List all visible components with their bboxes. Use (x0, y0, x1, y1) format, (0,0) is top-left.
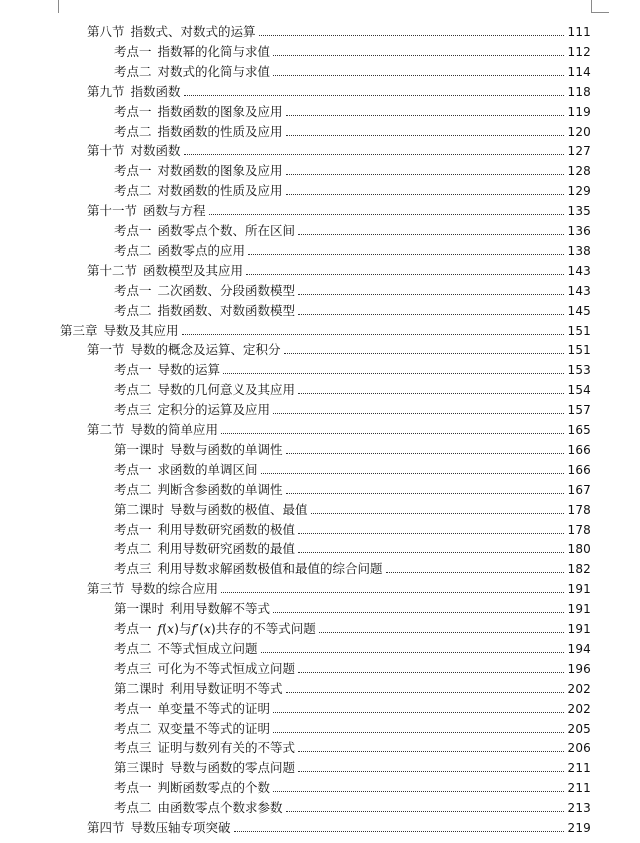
toc-entry-number: 考点二 (114, 481, 152, 497)
toc-entry-number: 考点一 (114, 282, 152, 298)
toc-entry-page-number: 120 (567, 124, 591, 139)
toc-entry-number: 考点二 (114, 123, 152, 139)
dot-leader (298, 234, 564, 235)
toc-entry-number: 考点二 (114, 63, 152, 79)
toc-entry-page-number: 127 (567, 144, 591, 159)
toc-entry[interactable] (87, 261, 591, 279)
toc-entry-title: 双变量不等式的证明 (157, 720, 271, 736)
toc-entry[interactable] (114, 798, 591, 816)
toc-entry-title: 利用导数研究函数的极值 (157, 521, 296, 537)
toc-entry-number: 考点一 (114, 521, 152, 537)
toc-entry-title: 证明与数列有关的不等式 (157, 740, 296, 756)
toc-entry-page-number: 191 (567, 582, 591, 597)
dot-leader (386, 572, 565, 573)
toc-entry-title: 不等式恒成立问题 (157, 640, 258, 656)
dot-leader (298, 672, 564, 673)
toc-entry-number: 考点三 (114, 561, 152, 577)
dot-leader (184, 154, 565, 155)
toc-entry-number: 考点一 (114, 43, 152, 59)
toc-entry[interactable] (87, 818, 591, 836)
toc-entry-page-number: 118 (567, 84, 591, 99)
toc-entry-title: 导数与函数的极值、最值 (170, 501, 308, 517)
toc-entry-title: 函数模型及其应用 (143, 262, 244, 278)
toc-entry-number: 考点二 (114, 640, 152, 656)
toc-entry[interactable] (114, 738, 591, 756)
toc-entry-number: 第二课时 (114, 680, 165, 696)
toc-entry[interactable] (114, 42, 591, 60)
toc-entry-number: 考点一 (114, 780, 152, 796)
toc-entry-page-number: 166 (567, 442, 591, 457)
toc-entry-number: 第一节 (87, 342, 125, 358)
toc-entry[interactable] (114, 221, 591, 239)
toc-entry-title: 利用导数解不等式 (170, 601, 271, 617)
dot-leader (298, 393, 564, 394)
toc-entry[interactable] (114, 539, 591, 557)
dot-leader (319, 632, 565, 633)
toc-entry-page-number: 194 (567, 641, 591, 656)
dot-leader (286, 174, 565, 175)
toc-entry-title: 利用导数研究函数的最值 (157, 541, 296, 557)
toc-entry[interactable] (114, 62, 591, 80)
toc-entry-page-number: 128 (567, 164, 591, 179)
toc-entry-page-number: 182 (567, 562, 591, 577)
toc-entry-page-number: 157 (567, 403, 591, 418)
toc-entry-title: 对数函数的图象及应用 (157, 163, 283, 179)
toc-entry-title: 函数零点的应用 (157, 242, 246, 258)
toc-entry[interactable] (114, 440, 591, 458)
toc-entry-number: 考点三 (114, 660, 152, 676)
dot-leader (273, 791, 564, 792)
toc-entry-number: 第十节 (87, 143, 125, 159)
toc-entry[interactable] (114, 599, 591, 617)
dot-leader (182, 334, 565, 335)
toc-entry-number: 第三节 (87, 581, 125, 597)
crop-mark-left (58, 0, 59, 13)
dot-leader (209, 214, 565, 215)
toc-entry-page-number: 154 (567, 383, 591, 398)
dot-leader (286, 194, 565, 195)
toc-entry[interactable] (114, 301, 591, 319)
toc-entry[interactable] (60, 321, 591, 339)
toc-entry-title: 判断含参函数的单调性 (157, 481, 283, 497)
toc-entry-title: 利用导数证明不等式 (170, 680, 283, 696)
toc-entry-number: 考点二 (114, 183, 152, 199)
toc-entry-number: 考点一 (114, 103, 152, 119)
dot-leader (259, 35, 565, 36)
dot-leader (286, 692, 565, 693)
toc-entry-title: 判断函数零点的个数 (157, 780, 271, 796)
toc-entry-number: 第八节 (87, 24, 125, 39)
dot-leader (273, 732, 564, 733)
toc-entry-page-number: 202 (567, 701, 591, 716)
dot-leader (286, 811, 565, 812)
toc-entry-title: 导数及其应用 (103, 322, 179, 338)
toc-entry-page-number: 165 (567, 423, 591, 437)
toc-entry[interactable] (114, 122, 591, 140)
toc-entry-number: 第二课时 (114, 501, 165, 517)
dot-leader (284, 353, 565, 354)
toc-entry[interactable] (114, 719, 591, 737)
toc-entry-title: 指数函数 (130, 83, 181, 99)
dot-leader (234, 831, 565, 832)
toc-entry[interactable] (114, 758, 591, 776)
toc-entry-page-number: 202 (567, 681, 591, 696)
dot-leader (273, 55, 564, 56)
dot-leader (273, 75, 564, 76)
toc-entry-number: 第十一节 (87, 203, 138, 219)
toc-entry-number: 考点一 (114, 461, 152, 477)
toc-entry-page-number: 138 (567, 243, 591, 258)
toc-entry[interactable] (114, 659, 591, 677)
toc-entry-title: 导数与函数的零点问题 (170, 760, 296, 776)
toc-entry-number: 考点一 (114, 163, 152, 179)
toc-entry[interactable] (87, 579, 591, 597)
toc-entry[interactable] (87, 420, 591, 438)
toc-entry-number: 第九节 (87, 83, 125, 99)
toc-entry-page-number: 136 (567, 224, 591, 238)
toc-entry[interactable] (114, 460, 591, 478)
toc-entry-title: 可化为不等式恒成立问题 (157, 660, 296, 676)
toc-entry-number: 考点一 (114, 362, 152, 378)
toc-entry-page-number: 114 (567, 64, 591, 79)
toc-entry-page-number: 153 (567, 363, 591, 378)
toc-entry[interactable] (114, 400, 591, 418)
dot-leader (298, 751, 564, 752)
toc-entry-number: 第二节 (87, 422, 125, 437)
dot-leader (261, 652, 565, 653)
toc-entry-number: 考点一 (114, 223, 152, 238)
toc-entry-title: 指数函数的性质及应用 (157, 123, 283, 139)
dot-leader (286, 115, 565, 116)
toc-entry[interactable] (114, 679, 591, 697)
toc-entry-title: 导数的几何意义及其应用 (157, 382, 296, 398)
toc-entry-page-number: 151 (567, 323, 591, 338)
toc-entry-number: 第一课时 (114, 441, 165, 457)
dot-leader (286, 135, 565, 136)
toc-entry-title: 导数的简单应用 (130, 422, 219, 437)
toc-entry[interactable] (114, 480, 591, 498)
dot-leader (221, 592, 564, 593)
toc-entry-title: 函数与方程 (143, 203, 206, 219)
toc-entry-title: 利用导数求解函数极值和最值的综合问题 (157, 561, 383, 577)
toc-entry-title: 定积分的运算及应用 (157, 402, 271, 418)
toc-entry[interactable] (114, 619, 591, 637)
toc-entry-page-number: 178 (567, 522, 591, 537)
toc-entry-title: 指数函数的图象及应用 (157, 103, 283, 119)
toc-entry-page-number: 143 (567, 283, 591, 298)
toc-entry-page-number: 205 (567, 721, 591, 736)
toc-entry-page-number: 191 (567, 622, 591, 636)
toc-entry-title: 指数幂的化简与求值 (157, 43, 271, 59)
toc-entry[interactable] (114, 500, 591, 518)
toc-entry[interactable] (87, 201, 591, 219)
toc-entry-title: 单变量不等式的证明 (157, 700, 271, 716)
dot-leader (298, 552, 564, 553)
toc-entry[interactable] (114, 778, 591, 796)
dot-leader (246, 274, 564, 275)
dot-leader (298, 314, 564, 315)
toc-entry[interactable] (114, 281, 591, 299)
toc-entry-number: 考点二 (114, 242, 152, 258)
toc-entry-page-number: 112 (567, 44, 591, 59)
dot-leader (248, 254, 564, 255)
toc-entry[interactable] (114, 639, 591, 657)
toc-entry-page-number: 206 (567, 741, 591, 756)
toc-entry-title: 导数的运算 (157, 362, 221, 378)
toc-entry[interactable] (114, 699, 591, 717)
toc-entry-page-number: 213 (567, 801, 591, 816)
toc-entry-title: 导数的概念及运算、定积分 (130, 342, 281, 358)
toc-entry-title: 由函数零点个数求参数 (157, 800, 283, 816)
toc-entry-number: 考点二 (114, 720, 152, 736)
toc-entry[interactable] (87, 141, 591, 159)
toc-entry[interactable] (87, 82, 591, 100)
dot-leader (223, 373, 564, 374)
toc-entry-page-number: 151 (567, 343, 591, 358)
toc-entry[interactable] (114, 360, 591, 378)
dot-leader (273, 413, 564, 414)
dot-leader (221, 433, 564, 434)
toc-entry-page-number: 219 (567, 821, 591, 835)
toc-entry-page-number: 145 (567, 303, 591, 318)
toc-entry-title: 指数式、对数式的运算 (130, 24, 256, 39)
dot-leader (261, 473, 565, 474)
toc-entry-title: 求函数的单调区间 (157, 461, 258, 477)
toc-entry-number: 第三课时 (114, 760, 165, 776)
toc-entry-title: 对数式的化简与求值 (157, 63, 271, 79)
toc-entry-title: 导数压轴专项突破 (130, 820, 231, 835)
toc-entry-title: 导数的综合应用 (130, 581, 219, 597)
toc-entry-number: 考点一 (114, 621, 152, 636)
dot-leader (273, 612, 564, 613)
toc-entry-page-number: 119 (567, 104, 591, 119)
toc-entry-title: 导数与函数的单调性 (170, 441, 283, 457)
toc-entry[interactable] (114, 380, 591, 398)
toc-entry-number: 考点三 (114, 740, 152, 756)
toc-entry-title: 函数零点个数、所在区间 (157, 223, 296, 238)
dot-leader (184, 95, 565, 96)
toc-entry-title: 指数函数、对数函数模型 (157, 302, 296, 318)
toc-entry-title: 对数函数的性质及应用 (157, 183, 283, 199)
toc-entry-page-number: 166 (567, 462, 591, 477)
crop-mark-right-horizontal (591, 12, 609, 13)
toc-entry-number: 考点二 (114, 541, 152, 557)
toc-entry-number: 考点三 (114, 402, 152, 418)
toc-entry[interactable] (87, 22, 591, 40)
dot-leader (298, 771, 564, 772)
dot-leader (286, 493, 565, 494)
dot-leader (286, 453, 565, 454)
toc-entry-number: 第十二节 (87, 262, 138, 278)
toc-entry-number: 第四节 (87, 820, 125, 835)
toc-entry-number: 考点一 (114, 700, 152, 716)
toc-entry-number: 考点二 (114, 382, 152, 398)
toc-entry[interactable] (114, 161, 591, 179)
toc-entry-page-number: 111 (567, 25, 591, 39)
toc-entry-title: 对数函数 (130, 143, 181, 159)
dot-leader (298, 294, 564, 295)
toc-entry-page-number: 167 (567, 482, 591, 497)
toc-entry[interactable] (114, 102, 591, 120)
toc-entry-page-number: 191 (567, 602, 591, 617)
toc-entry-number: 考点二 (114, 800, 152, 816)
toc-entry-page-number: 196 (567, 661, 591, 676)
toc-entry[interactable] (87, 340, 591, 358)
toc-entry-number: 第一课时 (114, 601, 165, 617)
toc-entry-number: 考点二 (114, 302, 152, 318)
toc-entry-page-number: 143 (567, 263, 591, 278)
toc-entry-page-number: 178 (567, 502, 591, 517)
toc-entry[interactable] (114, 520, 591, 538)
dot-leader (298, 533, 564, 534)
toc-entry-title: f(x)与f′(x)共存的不等式问题 (157, 621, 316, 636)
toc-entry-page-number: 129 (567, 184, 591, 199)
dot-leader (273, 712, 564, 713)
toc-entry-page-number: 211 (567, 761, 591, 776)
toc-entry[interactable] (114, 241, 591, 259)
toc-entry-number: 第三章 (60, 322, 98, 338)
toc-entry-title: 二次函数、分段函数模型 (157, 282, 296, 298)
toc-entry[interactable] (114, 181, 591, 199)
toc-entry-page-number: 180 (567, 542, 591, 557)
dot-leader (311, 513, 565, 514)
toc-entry-page-number: 135 (567, 204, 591, 219)
toc-entry[interactable] (114, 559, 591, 577)
toc-entry-page-number: 211 (567, 781, 591, 796)
